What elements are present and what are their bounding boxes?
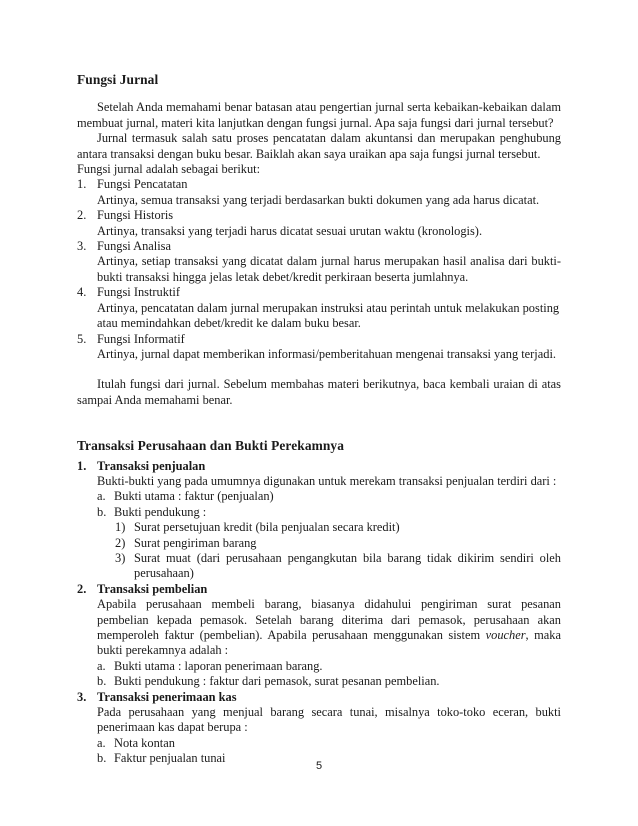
item-number: 5. xyxy=(77,331,87,346)
item-number: 1. xyxy=(77,458,87,473)
item-number: 3. xyxy=(77,689,87,704)
list-item xyxy=(77,239,561,285)
section-title-transaksi: Transaksi Perusahaan dan Bukti Perekamnya xyxy=(77,438,345,454)
section-title-fungsi-jurnal: Fungsi Jurnal xyxy=(77,72,159,87)
sub-item: b. Bukti pendukung : faktur dari pemasok, surat pesanan pembelian. xyxy=(97,674,440,689)
list-intro: Fungsi jurnal adalah sebagai berikut: xyxy=(77,162,261,177)
sub-item: b. Faktur penjualan tunai xyxy=(97,751,226,766)
transaction-list xyxy=(77,459,561,767)
list-item xyxy=(77,459,561,582)
item-desc: Artinya, transaksi yang terjadi harus dicatat sesuai urutan waktu (kronologis). xyxy=(97,223,483,238)
item-title: Transaksi penjualan xyxy=(97,458,206,473)
item-desc: Artinya, setiap transaksi yang dicatat dalam jurnal harus merupakan hasil analisa dari bukti-bukti transaksi hingga jelas letak debet/kredit perkiraan beserta jumlahnya. xyxy=(97,254,561,284)
list-item xyxy=(77,177,561,208)
sub-sub-item: 1) Surat persetujuan kredit (bila penjualan secara kredit) xyxy=(115,520,400,535)
list-item xyxy=(77,690,561,767)
page-number: 5 xyxy=(315,760,323,772)
item-number: 4. xyxy=(77,285,87,300)
sub-item: b. Bukti pendukung : xyxy=(97,504,207,519)
item-number: 2. xyxy=(77,581,87,596)
list-item xyxy=(77,285,561,331)
item-title: Fungsi Historis xyxy=(97,208,174,223)
item-title: Fungsi Analisa xyxy=(97,239,172,254)
sub-sub-item: 2) Surat pengiriman barang xyxy=(115,535,257,550)
paragraph: Setelah Anda memahami benar batasan atau pengertian jurnal serta kebaikan-kebaikan dalam membuat jurnal, materi kita lanjutkan dengan fungsi jurnal. Apa saja fungsi dari jurnal tersebut? xyxy=(77,100,561,130)
sub-sub-item: 3) Surat muat (dari perusahaan pengangkutan bila barang tidak dikirim sendiri oleh perusahaan) xyxy=(115,550,561,581)
list-item xyxy=(77,332,561,363)
item-desc: Artinya, semua transaksi yang terjadi berdasarkan bukti dokumen yang ada harus dicatat. xyxy=(97,192,540,207)
sub-item: a. Bukti utama : laporan penerimaan barang. xyxy=(97,658,323,673)
sub-item: a. Nota kontan xyxy=(97,735,175,750)
item-desc: Apabila perusahaan membeli barang, biasanya didahului pengiriman surat pesanan pembelian kepada pemasok. Setelah barang diterima dari pemasok, perusahaan akan memperoleh faktur (pembelian). Apabila perusahaan menggunakan sistem voucher, maka bukti perekamnya adalah : xyxy=(97,597,562,658)
paragraph: Jurnal termasuk salah satu proses pencatatan dalam akuntansi dan merupakan penghubung antara transaksi dengan buku besar. Baiklah akan saya uraikan apa saja fungsi jurnal tersebut. xyxy=(77,131,561,161)
item-desc: Bukti-bukti yang pada umumnya digunakan untuk merekam transaksi penjualan terdiri dari : xyxy=(97,473,557,488)
item-title: Fungsi Pencatatan xyxy=(97,177,188,192)
list-item xyxy=(77,208,561,239)
item-desc: Pada perusahaan yang menjual barang secara tunai, misalnya toko-toko eceran, bukti penerimaan kas dapat berupa : xyxy=(97,705,561,735)
item-number: 2. xyxy=(77,208,87,223)
item-title: Fungsi Instruktif xyxy=(97,285,180,300)
closing-paragraph: Itulah fungsi dari jurnal. Sebelum membahas materi berikutnya, baca kembali uraian di atas sampai Anda memahami benar. xyxy=(77,377,561,407)
item-title: Transaksi penerimaan kas xyxy=(97,689,237,704)
item-number: 3. xyxy=(77,239,87,254)
sub-item: a. Bukti utama : faktur (penjualan) xyxy=(97,489,274,504)
page-content xyxy=(77,72,561,767)
item-number: 1. xyxy=(77,177,87,192)
item-title: Fungsi Informatif xyxy=(97,331,185,346)
item-title: Transaksi pembelian xyxy=(97,581,208,596)
function-list xyxy=(77,177,561,362)
item-desc: Artinya, jurnal dapat memberikan informasi/pemberitahuan mengenai transaksi yang terjadi. xyxy=(97,346,556,361)
list-item xyxy=(77,582,561,690)
item-desc: Artinya, pencatatan dalam jurnal merupakan instruksi atau perintah untuk melakukan posting atau memindahkan debet/kredit ke dalam buku besar. xyxy=(97,300,560,331)
